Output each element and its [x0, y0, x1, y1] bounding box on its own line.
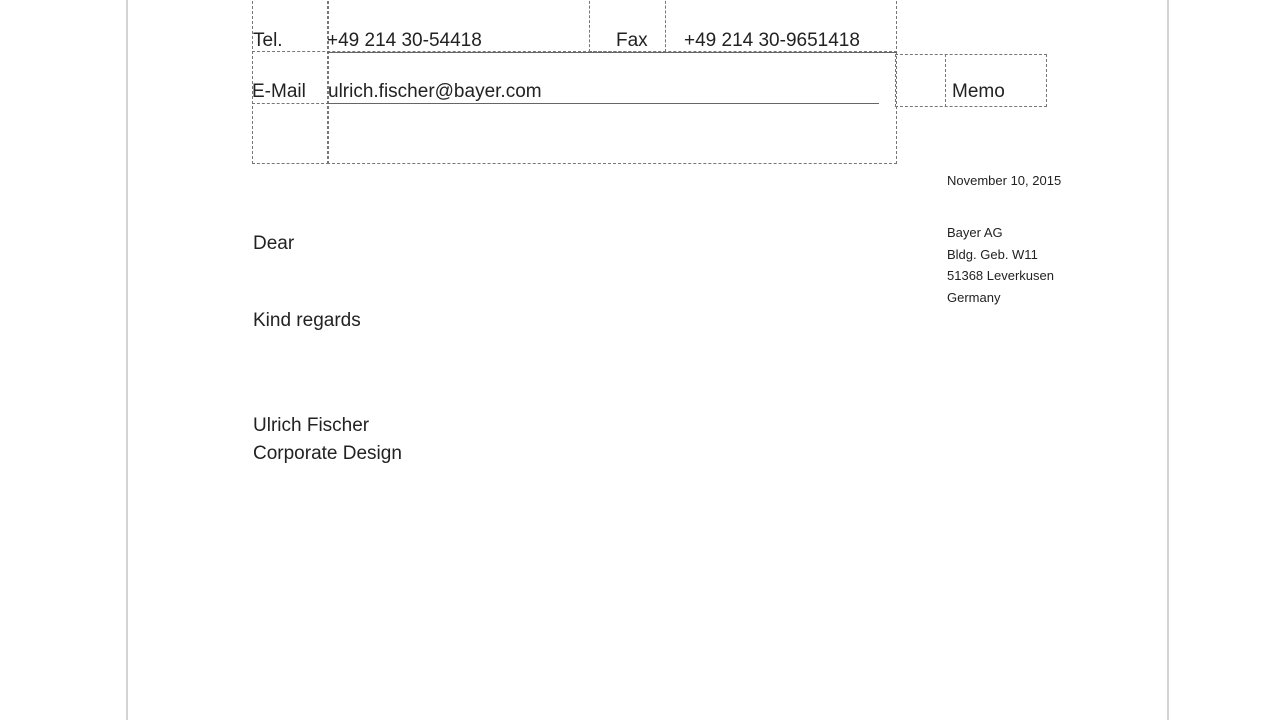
letter-date: November 10, 2015	[947, 173, 1062, 188]
page-right-border	[1167, 0, 1169, 720]
fax-value[interactable]: +49 214 30-9651418	[684, 30, 860, 51]
address-line-company: Bayer AG	[947, 225, 1003, 240]
tel-label: Tel.	[253, 30, 283, 51]
email-value[interactable]: ulrich.fischer@bayer.com	[328, 81, 542, 102]
memo-label: Memo	[952, 81, 1005, 102]
sender-department: Corporate Design	[253, 443, 402, 464]
email-underline	[327, 103, 879, 104]
page-left-border	[126, 0, 128, 720]
recipient-address	[947, 222, 1054, 308]
email-label: E-Mail	[252, 81, 306, 102]
address-line-building: Bldg. Geb. W11	[947, 246, 1038, 262]
tel-value[interactable]: +49 214 30-54418	[327, 30, 482, 51]
tel-underline	[327, 52, 897, 53]
salutation: Dear	[253, 233, 295, 254]
address-line-city: 51368 Leverkusen	[947, 268, 1054, 283]
closing: Kind regards	[253, 310, 361, 331]
memo-divider	[945, 54, 947, 107]
fax-label: Fax	[616, 30, 648, 51]
address-line-country: Germany	[947, 289, 1001, 305]
sender-name: Ulrich Fischer	[253, 415, 370, 436]
